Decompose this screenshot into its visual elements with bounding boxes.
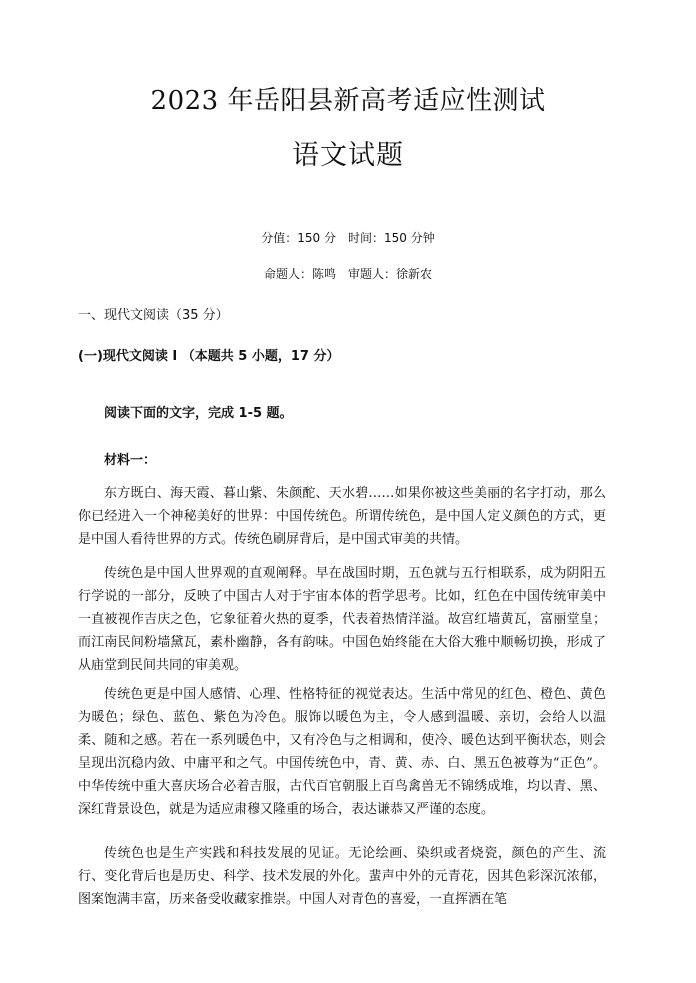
material-label: 材料一： — [104, 453, 157, 468]
paragraph: 东方既白、海天霞、暮山紫、朱颜酡、天水碧……如果你被这些美丽的名字打动，那么你已经进入一个神秘美好的世界：中国传统色。所谓传统色，是中国人定义颜色的方式，更是中国人看待世界的方式。传统色刷屏背后，是中国式审美的共情。 — [78, 486, 606, 547]
reading-instruction: 阅读下面的文字，完成 1-5 题。 — [104, 406, 293, 421]
paragraph: 传统色是中国人世界观的直观阐释。早在战国时期，五色就与五行相联系，成为阴阳五行学说的一部分，反映了中国古人对于宇宙本体的哲学思考。比如，红色在中国传统审美中一直被视作吉庆之色，它象征着火热的夏季，代表着热情洋溢。故宫红墙黄瓦，富丽堂皇；而江南民间粉墙黛瓦，素朴幽静，各有韵味。中国色始终能在大俗大雅中顺畅切换，形成了从庙堂到民间共同的审美观。 — [78, 566, 606, 673]
paragraph: 传统色更是中国人感情、心理、性格特征的视觉表达。生活中常见的红色、橙色、黄色为暖色；绿色、蓝色、紫色为冷色。服饰以暖色为主，令人感到温暖、亲切，会给人以温柔、随和之感。若在一系列暖色中，又有冷色与之相调和，使冷、暖色达到平衡状态，则会呈现出沉稳内敛、中庸平和之气。中国传统色中，青、黄、赤、白、黑五色被尊为“正色”。中华传统中重大喜庆场合必着吉服，古代百官朝服上百鸟禽兽无不锦绣成堆，均以青、黑、深红背景设色，就是为适应肃穆又隆重的场合，表达谦恭又严谨的态度。 — [78, 687, 606, 817]
paragraph: 传统色也是生产实践和科技发展的见证。无论绘画、染织或者烧瓷，颜色的产生、流行、变化背后也是历史、科学、技术发展的外化。蜚声中外的元青花，因其色彩深沉浓郁，图案饱满丰富，历来备受收藏家推崇。中国人对青色的喜爱，一直挥洒在笔 — [78, 846, 606, 907]
subsection-heading: (一)现代文阅读 I （本题共 5 小题，17 分） — [78, 349, 340, 364]
exam-subtitle: 语文试题 — [292, 140, 404, 171]
exam-title: 2023 年岳阳县新高考适应性测试 — [150, 86, 546, 116]
section-heading: 一、现代文阅读（35 分） — [78, 308, 229, 323]
score-time-line: 分值：150 分 时间：150 分钟 — [261, 231, 435, 245]
authors-line: 命题人：陈鸣 审题人：徐新农 — [263, 267, 432, 281]
